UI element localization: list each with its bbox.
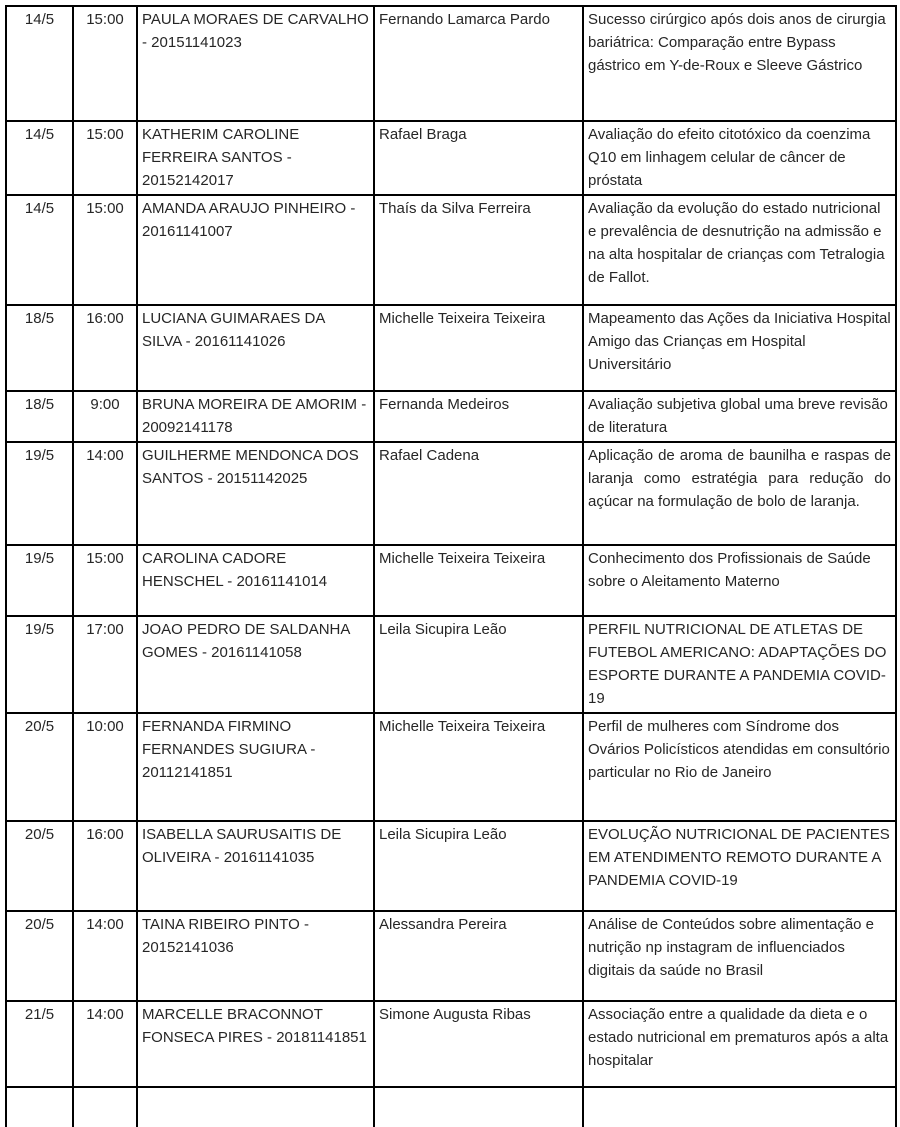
cell-title: Sucesso cirúrgico após dois anos de cirurgia bariátrica: Comparação entre Bypass gástrico em Y-de-Roux e Sleeve Gástrico: [583, 6, 896, 121]
cell-title: [583, 1087, 896, 1127]
cell-time: 16:00: [73, 305, 137, 391]
cell-time: 10:00: [73, 713, 137, 821]
cell-date: 14/5: [6, 121, 73, 195]
cell-student: CAROLINA CADORE HENSCHEL - 20161141014: [137, 545, 374, 616]
cell-time: 15:00: [73, 195, 137, 305]
cell-time: 15:00: [73, 121, 137, 195]
table-row: [6, 442, 896, 545]
table-row: [6, 391, 896, 442]
cell-time: 14:00: [73, 911, 137, 1001]
cell-date: 20/5: [6, 911, 73, 1001]
cell-title: Associação entre a qualidade da dieta e o estado nutricional em prematuros após a alta hospitalar: [583, 1001, 896, 1087]
schedule-table-body: [6, 6, 896, 1127]
table-row: [6, 121, 896, 195]
table-row: [6, 616, 896, 713]
cell-date: 14/5: [6, 6, 73, 121]
cell-date: 20/5: [6, 821, 73, 911]
cell-date: 21/5: [6, 1001, 73, 1087]
cell-time: 15:00: [73, 545, 137, 616]
cell-advisor: Leila Sicupira Leão: [374, 821, 583, 911]
cell-title: Perfil de mulheres com Síndrome dos Ovários Policísticos atendidas em consultório particular no Rio de Janeiro: [583, 713, 896, 821]
table-row: [6, 6, 896, 121]
table-row: [6, 1001, 896, 1087]
cell-date: 18/5: [6, 391, 73, 442]
cell-advisor: Thaís da Silva Ferreira: [374, 195, 583, 305]
cell-date: 14/5: [6, 195, 73, 305]
cell-student: KATHERIM CAROLINE FERREIRA SANTOS - 20152142017: [137, 121, 374, 195]
cell-title: PERFIL NUTRICIONAL DE ATLETAS DE FUTEBOL AMERICANO: ADAPTAÇÕES DO ESPORTE DURANTE A PANDEMIA COVID-19: [583, 616, 896, 713]
cell-advisor: [374, 1087, 583, 1127]
cell-time: 14:00: [73, 442, 137, 545]
cell-date: [6, 1087, 73, 1127]
cell-advisor: Michelle Teixeira Teixeira: [374, 713, 583, 821]
table-row: [6, 911, 896, 1001]
cell-date: 19/5: [6, 616, 73, 713]
cell-time: 17:00: [73, 616, 137, 713]
cell-student: PAULA MORAES DE CARVALHO - 20151141023: [137, 6, 374, 121]
cell-advisor: Alessandra Pereira: [374, 911, 583, 1001]
cell-title: EVOLUÇÃO NUTRICIONAL DE PACIENTES EM ATENDIMENTO REMOTO DURANTE A PANDEMIA COVID-19: [583, 821, 896, 911]
cell-student: ISABELLA SAURUSAITIS DE OLIVEIRA - 20161141035: [137, 821, 374, 911]
cell-advisor: Rafael Braga: [374, 121, 583, 195]
cell-title: Avaliação do efeito citotóxico da coenzima Q10 em linhagem celular de câncer de próstata: [583, 121, 896, 195]
cell-title: Conhecimento dos Profissionais de Saúde sobre o Aleitamento Materno: [583, 545, 896, 616]
cell-title: Mapeamento das Ações da Iniciativa Hospital Amigo das Crianças em Hospital Universitário: [583, 305, 896, 391]
cell-advisor: Fernanda Medeiros: [374, 391, 583, 442]
cell-student: MARCELLE BRACONNOT FONSECA PIRES - 20181141851: [137, 1001, 374, 1087]
table-row: [6, 545, 896, 616]
table-row: [6, 195, 896, 305]
cell-advisor: Simone Augusta Ribas: [374, 1001, 583, 1087]
cell-time: [73, 1087, 137, 1127]
cell-time: 9:00: [73, 391, 137, 442]
cell-title: Análise de Conteúdos sobre alimentação e nutrição np instagram de influenciados digitais da saúde no Brasil: [583, 911, 896, 1001]
cell-title: Aplicação de aroma de baunilha e raspas de laranja como estratégia para redução do açúcar na formulação de bolo de laranja.: [583, 442, 896, 545]
cell-student: JOAO PEDRO DE SALDANHA GOMES - 20161141058: [137, 616, 374, 713]
table-row: [6, 305, 896, 391]
cell-student: FERNANDA FIRMINO FERNANDES SUGIURA - 20112141851: [137, 713, 374, 821]
cell-time: 15:00: [73, 6, 137, 121]
table-row: [6, 713, 896, 821]
cell-advisor: Fernando Lamarca Pardo: [374, 6, 583, 121]
cell-date: 20/5: [6, 713, 73, 821]
cell-student: BRUNA MOREIRA DE AMORIM - 20092141178: [137, 391, 374, 442]
cell-date: 18/5: [6, 305, 73, 391]
cell-time: 14:00: [73, 1001, 137, 1087]
table-row-partial: [6, 1087, 896, 1127]
cell-date: 19/5: [6, 442, 73, 545]
defense-schedule-table: [5, 5, 897, 1127]
cell-student: GUILHERME MENDONCA DOS SANTOS - 20151142025: [137, 442, 374, 545]
cell-advisor: Leila Sicupira Leão: [374, 616, 583, 713]
cell-student: LUCIANA GUIMARAES DA SILVA - 20161141026: [137, 305, 374, 391]
cell-student: [137, 1087, 374, 1127]
cell-time: 16:00: [73, 821, 137, 911]
cell-title: Avaliação subjetiva global uma breve revisão de literatura: [583, 391, 896, 442]
cell-date: 19/5: [6, 545, 73, 616]
cell-title: Avaliação da evolução do estado nutricional e prevalência de desnutrição na admissão e na alta hospitalar de crianças com Tetralogia de Fallot.: [583, 195, 896, 305]
cell-student: AMANDA ARAUJO PINHEIRO - 20161141007: [137, 195, 374, 305]
cell-advisor: Michelle Teixeira Teixeira: [374, 305, 583, 391]
cell-advisor: Michelle Teixeira Teixeira: [374, 545, 583, 616]
cell-advisor: Rafael Cadena: [374, 442, 583, 545]
cell-student: TAINA RIBEIRO PINTO - 20152141036: [137, 911, 374, 1001]
table-row: [6, 821, 896, 911]
